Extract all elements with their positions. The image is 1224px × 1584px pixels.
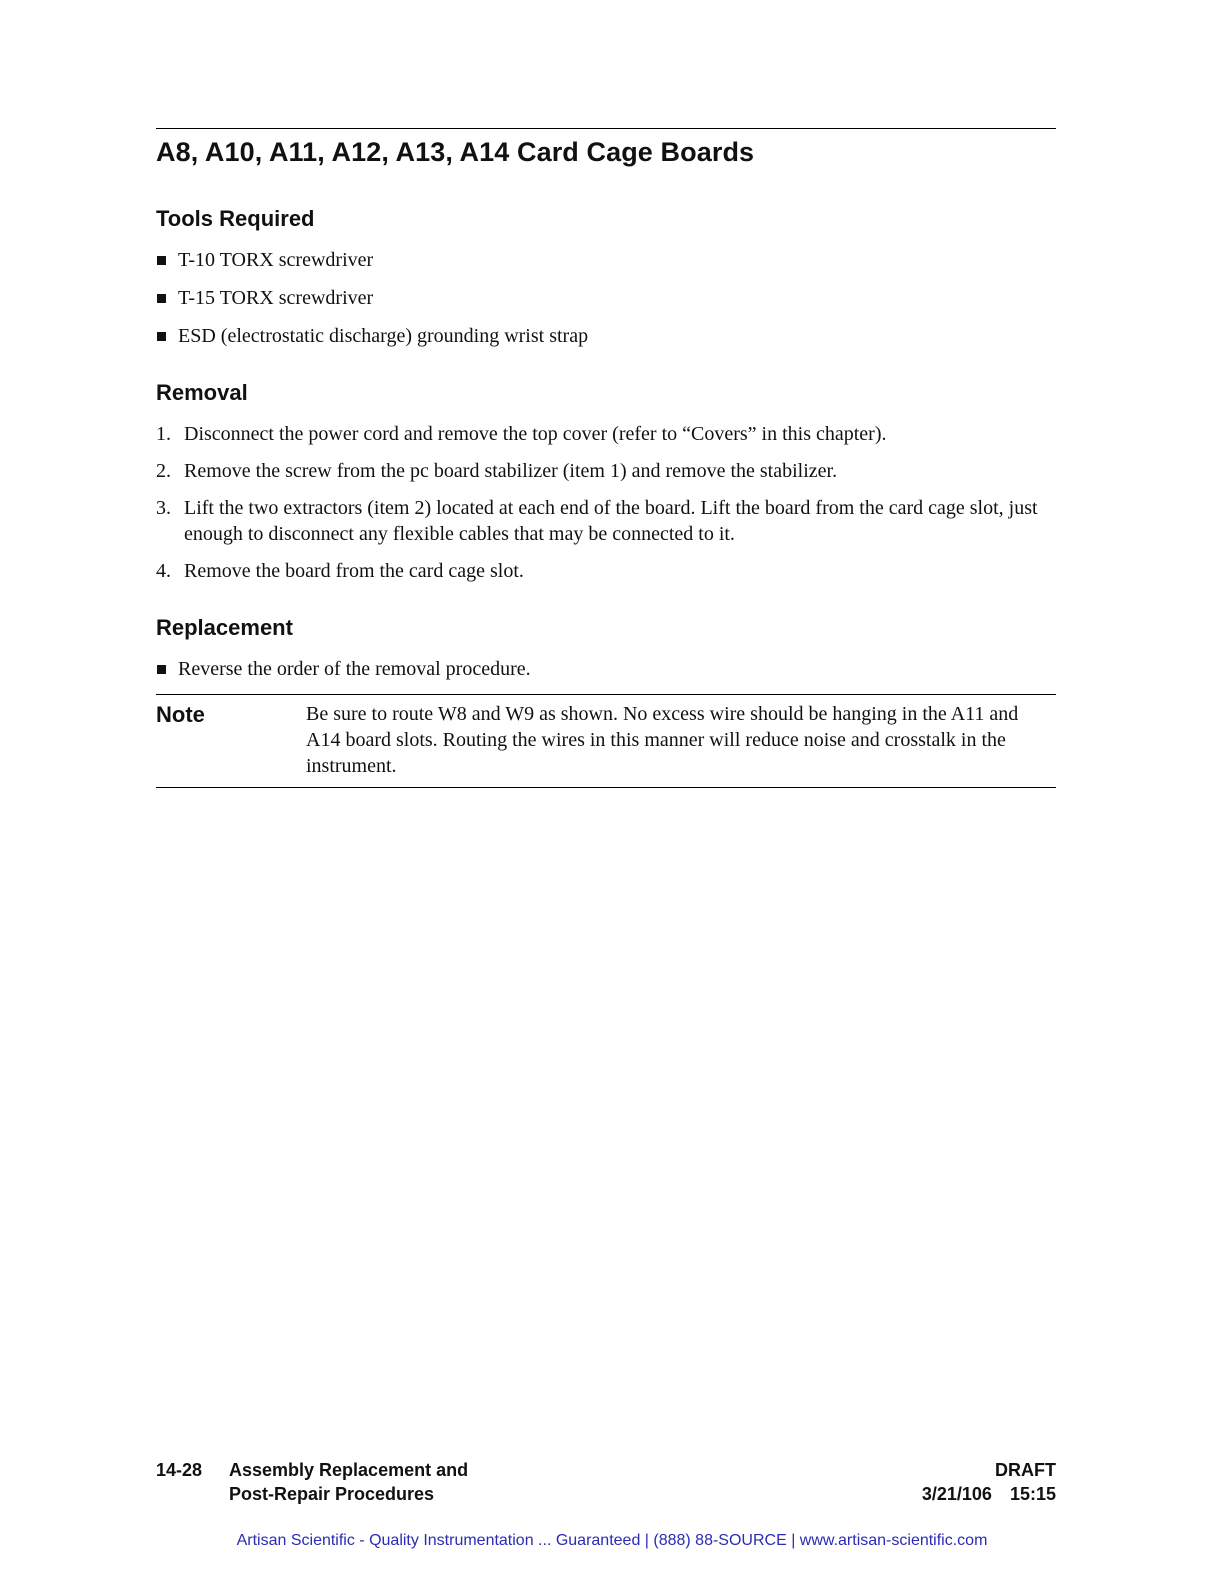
removal-heading: Removal xyxy=(156,380,248,405)
tools-section xyxy=(156,205,1056,349)
list-item: T-15 TORX screwdriver xyxy=(156,285,1056,311)
note-label: Note xyxy=(156,702,205,727)
tools-list xyxy=(156,247,1056,349)
step-item: 2. Remove the screw from the pc board stabilizer (item 1) and remove the stabilizer. xyxy=(156,460,838,482)
bullet-square-icon xyxy=(157,332,166,341)
replacement-heading: Replacement xyxy=(156,615,293,640)
page-title: A8, A10, A11, A12, A13, A14 Card Cage Boards xyxy=(156,137,755,167)
list-item: T-10 TORX screwdriver xyxy=(156,247,1056,273)
replacement-list xyxy=(156,656,1056,682)
tools-heading: Tools Required xyxy=(156,206,315,231)
footer-section-title: Assembly Replacement and Post-Repair Procedures xyxy=(229,1460,469,1504)
removal-steps xyxy=(156,421,1056,584)
note-box xyxy=(156,694,1056,788)
title-rule xyxy=(156,128,1056,129)
watermark-banner: Artisan Scientific - Quality Instrumentation ... Guaranteed | (888) 88-SOURCE | www.artisan-scientific.com xyxy=(236,1532,988,1549)
footer-left xyxy=(156,1458,468,1506)
step-item: 4. Remove the board from the card cage slot. xyxy=(156,560,524,582)
draft-label: DRAFT xyxy=(995,1460,1056,1480)
bullet-square-icon xyxy=(157,665,166,674)
footer-datetime xyxy=(922,1482,1056,1506)
footer-right xyxy=(922,1458,1056,1506)
removal-section xyxy=(156,379,1056,584)
footer-date: 3/21/106 xyxy=(921,1484,992,1504)
bullet-square-icon xyxy=(157,294,166,303)
step-item: 1. Disconnect the power cord and remove the top cover (refer to “Covers” in this chapter). xyxy=(156,423,887,445)
page-number: 14-28 xyxy=(156,1460,203,1480)
list-item: Reverse the order of the removal procedure. xyxy=(156,656,1056,682)
list-item: ESD (electrostatic discharge) grounding wrist strap xyxy=(156,323,1056,349)
step-item: 3. Lift the two extractors (item 2) located at each end of the board. Lift the board from the card cage slot, just enough to disconnect any flexible cables that may be connected to it. xyxy=(156,497,1038,545)
replacement-section xyxy=(156,614,1056,682)
document-page xyxy=(156,128,1056,788)
note-text: Be sure to route W8 and W9 as shown. No excess wire should be hanging in the A11 and A14 board slots. Routing the wires in this manner will reduce noise and crosstalk in the instrument. xyxy=(306,703,1019,777)
footer-time: 15:15 xyxy=(1009,1484,1056,1504)
bullet-square-icon xyxy=(157,256,166,265)
